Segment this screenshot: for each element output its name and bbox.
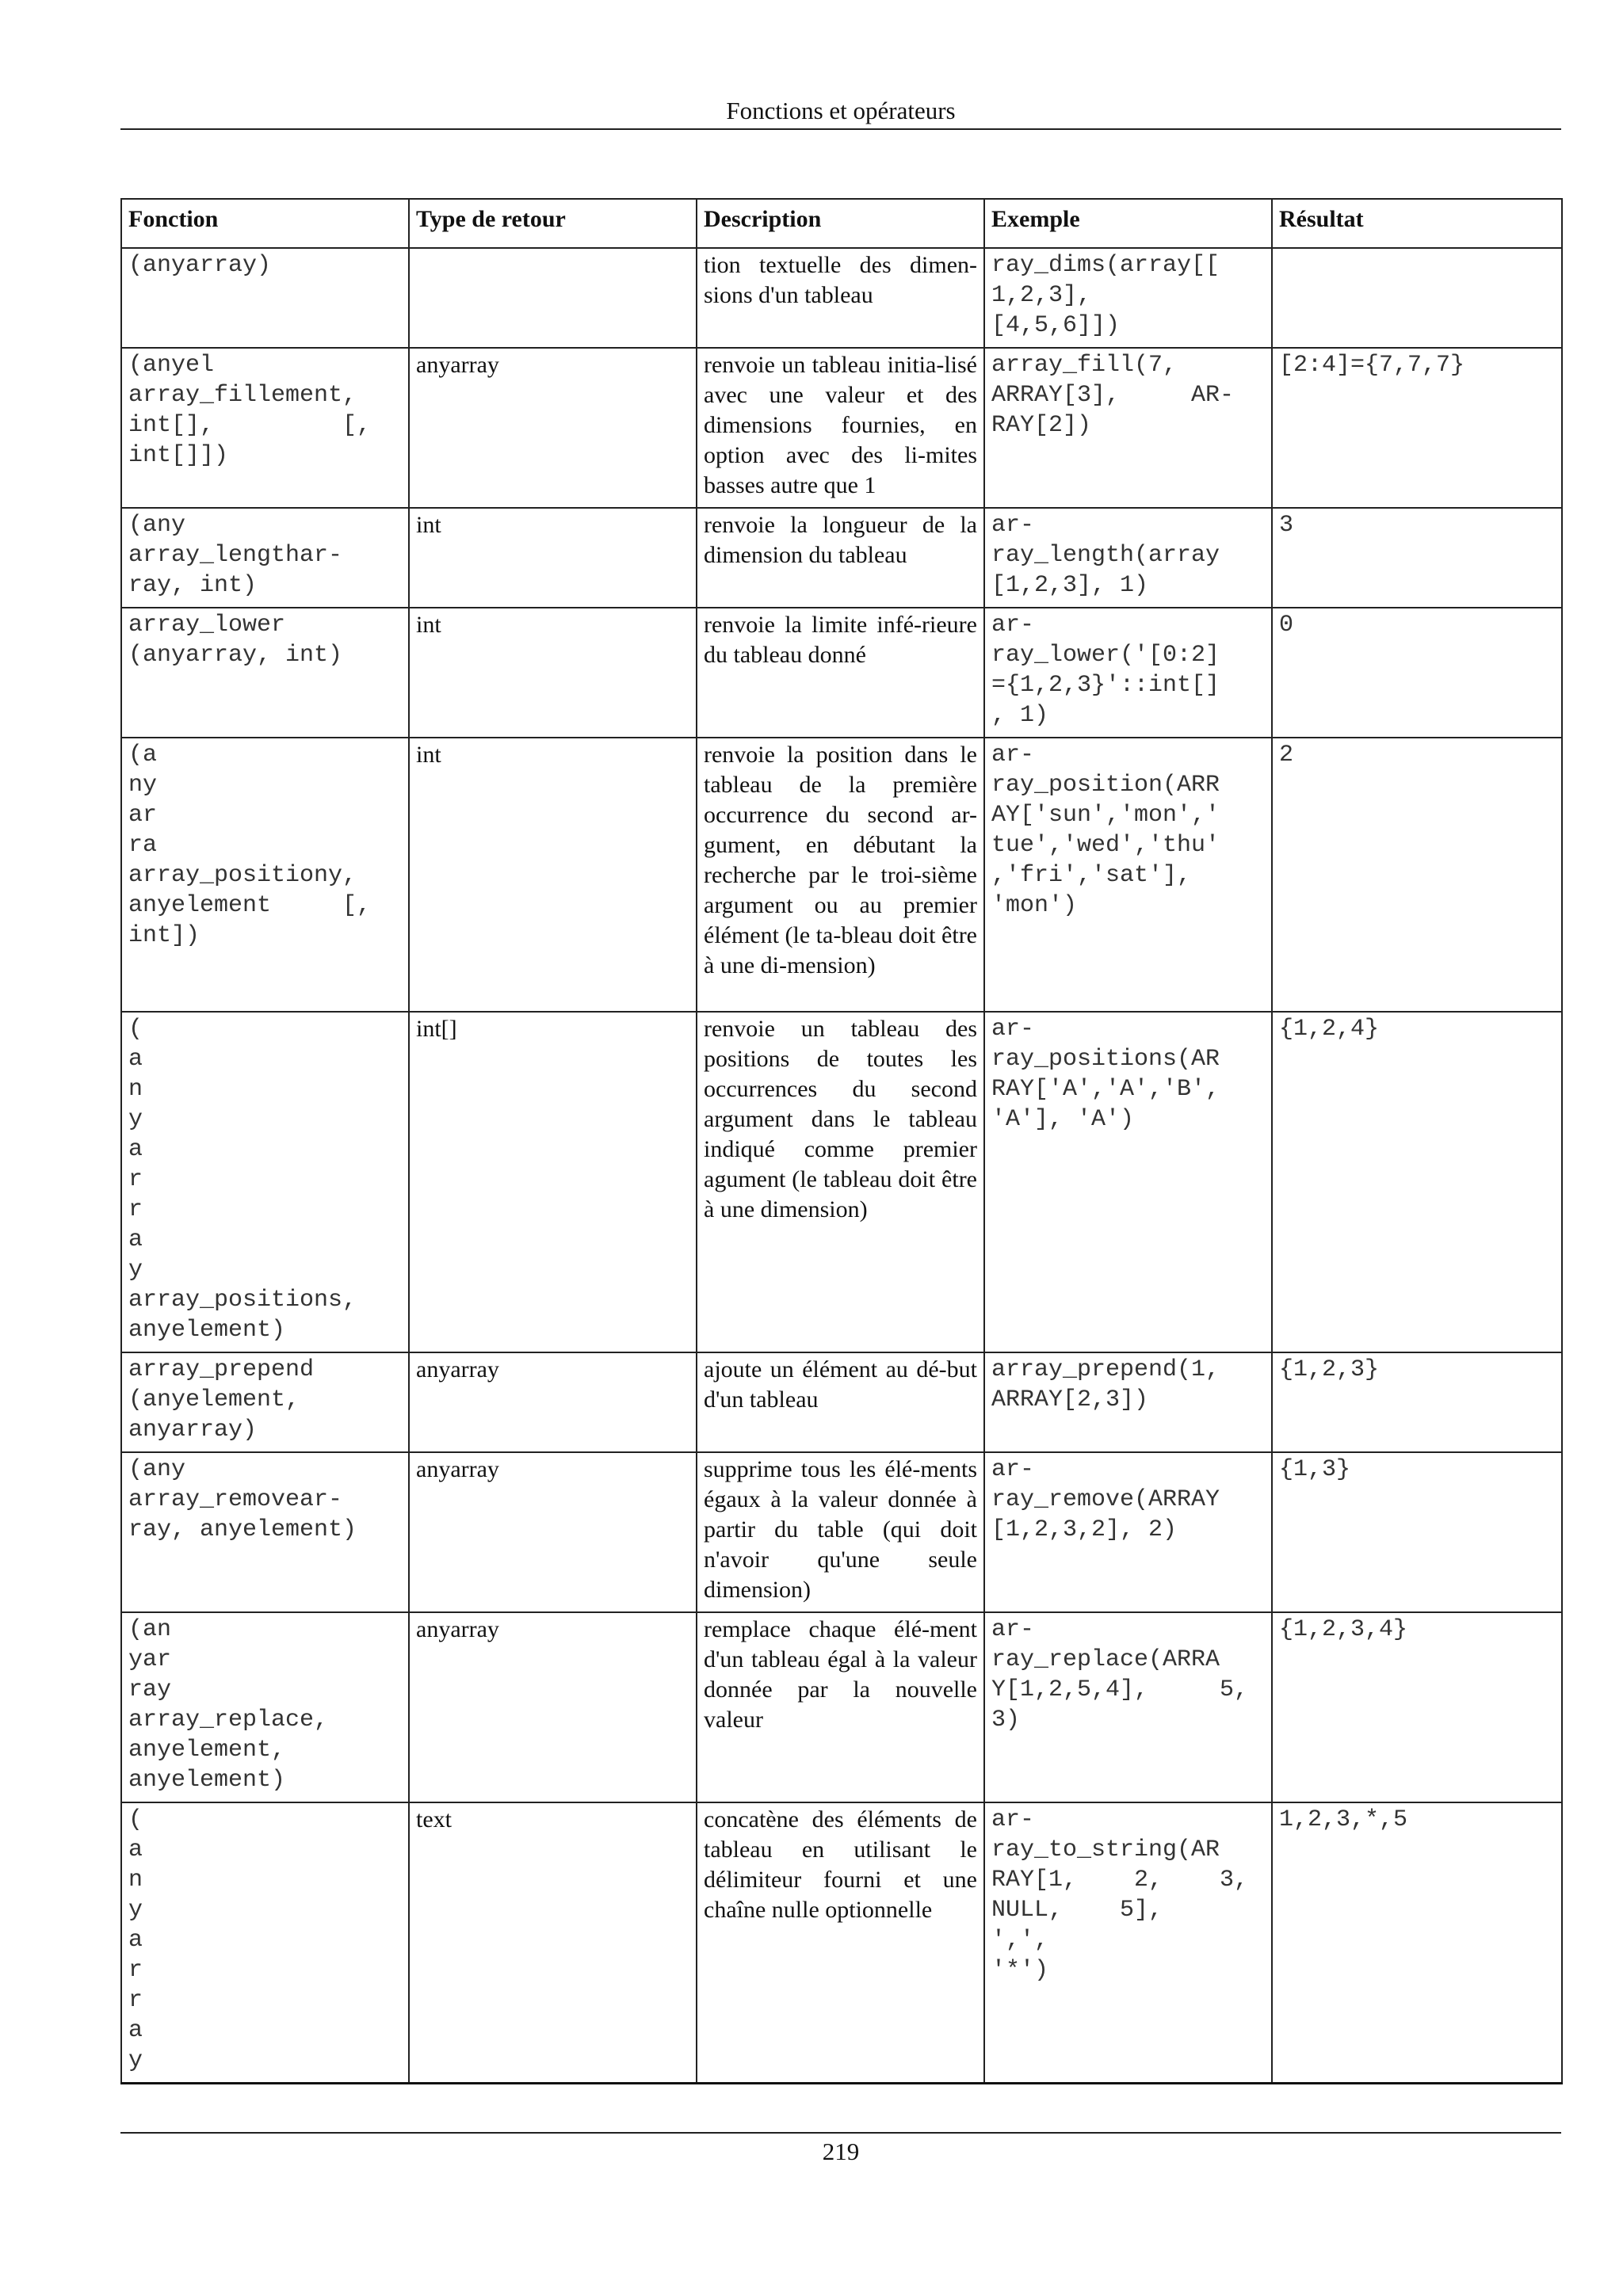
cell-type: anyarray bbox=[409, 1352, 697, 1452]
cell-type: int bbox=[409, 508, 697, 608]
cell-resultat: 2 bbox=[1272, 738, 1562, 1012]
table-row bbox=[121, 348, 1562, 508]
cell-exemple: array_fill(7, ARRAY[3], AR- RAY[2]) bbox=[984, 348, 1272, 508]
cell-exemple: array_prepend(1, ARRAY[2,3]) bbox=[984, 1352, 1272, 1452]
cell-resultat: {1,3} bbox=[1272, 1452, 1562, 1612]
cell-fonction: array_prepend (anyelement, anyarray) bbox=[121, 1352, 409, 1452]
table-row bbox=[121, 608, 1562, 738]
table-row bbox=[121, 508, 1562, 608]
cell-fonction: (anyarray) bbox=[121, 248, 409, 348]
cell-fonction: (any array_lengthar- ray, int) bbox=[121, 508, 409, 608]
column-header-description: Description bbox=[697, 199, 984, 248]
cell-fonction: array_lower (anyarray, int) bbox=[121, 608, 409, 738]
cell-type: text bbox=[409, 1802, 697, 2084]
cell-exemple: ar- ray_length(array [1,2,3], 1) bbox=[984, 508, 1272, 608]
footer-rule bbox=[120, 2132, 1561, 2134]
cell-resultat: 0 bbox=[1272, 608, 1562, 738]
table-row bbox=[121, 248, 1562, 348]
table-row bbox=[121, 1012, 1562, 1352]
cell-description: renvoie la limite infé-rieure du tableau donné bbox=[697, 608, 984, 738]
cell-resultat: {1,2,3} bbox=[1272, 1352, 1562, 1452]
cell-description: concatène des éléments de tableau en utilisant le délimiteur fourni et une chaîne nulle optionnelle bbox=[697, 1802, 984, 2084]
cell-description: tion textuelle des dimen- sions d'un tableau bbox=[697, 248, 984, 348]
cell-exemple: ar- ray_positions(AR RAY['A','A','B', 'A'], 'A') bbox=[984, 1012, 1272, 1352]
cell-description: renvoie un tableau initia-lisé avec une valeur et des dimensions fournies, en option avec des li-mites basses autre que 1 bbox=[697, 348, 984, 508]
function-table bbox=[120, 198, 1563, 2084]
table-row bbox=[121, 738, 1562, 1012]
cell-fonction: (anyel array_fillement, int[], [, int[]]) bbox=[121, 348, 409, 508]
cell-type: anyarray bbox=[409, 348, 697, 508]
cell-exemple: ar- ray_lower('[0:2] ={1,2,3}'::int[] , 1) bbox=[984, 608, 1272, 738]
cell-type: int bbox=[409, 608, 697, 738]
cell-type: int[] bbox=[409, 1012, 697, 1352]
table-row bbox=[121, 1352, 1562, 1452]
cell-description: renvoie la position dans le tableau de la première occurrence du second ar-gument, en débutant la recherche par le troi-sième argument ou au premier élément (le ta-bleau doit être à une di-mension) bbox=[697, 738, 984, 1012]
cell-description: renvoie la longueur de la dimension du tableau bbox=[697, 508, 984, 608]
table-body bbox=[121, 248, 1562, 2084]
cell-fonction: ( a n y a r r a y bbox=[121, 1802, 409, 2084]
column-header-type: Type de retour bbox=[409, 199, 697, 248]
cell-fonction: (a ny ar ra array_positiony, anyelement [, int]) bbox=[121, 738, 409, 1012]
cell-resultat: 3 bbox=[1272, 508, 1562, 608]
table-row bbox=[121, 1452, 1562, 1612]
cell-exemple: ar- ray_remove(ARRAY [1,2,3,2], 2) bbox=[984, 1452, 1272, 1612]
cell-resultat: 1,2,3,*,5 bbox=[1272, 1802, 1562, 2084]
cell-resultat: [2:4]={7,7,7} bbox=[1272, 348, 1562, 508]
cell-type: int bbox=[409, 738, 697, 1012]
cell-type: anyarray bbox=[409, 1612, 697, 1802]
cell-resultat bbox=[1272, 248, 1562, 348]
cell-fonction: ( a n y a r r a y array_positions, anyelement) bbox=[121, 1012, 409, 1352]
cell-resultat: {1,2,3,4} bbox=[1272, 1612, 1562, 1802]
cell-description: supprime tous les élé-ments égaux à la valeur donnée à partir du table (qui doit n'avoir qu'une seule dimension) bbox=[697, 1452, 984, 1612]
cell-exemple: ray_dims(array[[ 1,2,3], [4,5,6]]) bbox=[984, 248, 1272, 348]
cell-type: anyarray bbox=[409, 1452, 697, 1612]
column-header-fonction: Fonction bbox=[121, 199, 409, 248]
table-row bbox=[121, 1802, 1562, 2084]
cell-type bbox=[409, 248, 697, 348]
cell-resultat: {1,2,4} bbox=[1272, 1012, 1562, 1352]
column-header-resultat: Résultat bbox=[1272, 199, 1562, 248]
header-rule bbox=[120, 128, 1561, 130]
cell-exemple: ar- ray_position(ARR AY['sun','mon',' tue','wed','thu' ,'fri','sat'], 'mon') bbox=[984, 738, 1272, 1012]
column-header-exemple: Exemple bbox=[984, 199, 1272, 248]
cell-description: ajoute un élément au dé-but d'un tableau bbox=[697, 1352, 984, 1452]
cell-description: remplace chaque élé-ment d'un tableau égal à la valeur donnée par la nouvelle valeur bbox=[697, 1612, 984, 1802]
table-row bbox=[121, 1612, 1562, 1802]
running-header: Fonctions et opérateurs bbox=[726, 97, 956, 124]
page-number: 219 bbox=[822, 2138, 860, 2165]
cell-description: renvoie un tableau des positions de toutes les occurrences du second argument dans le tableau indiqué comme premier agument (le tableau doit être à une dimension) bbox=[697, 1012, 984, 1352]
cell-exemple: ar- ray_replace(ARRA Y[1,2,5,4], 5, 3) bbox=[984, 1612, 1272, 1802]
table-header bbox=[121, 199, 1562, 248]
cell-exemple: ar- ray_to_string(AR RAY[1, 2, 3, NULL, 5], ',', '*') bbox=[984, 1802, 1272, 2084]
cell-fonction: (any array_removear- ray, anyelement) bbox=[121, 1452, 409, 1612]
cell-fonction: (an yar ray array_replace, anyelement, anyelement) bbox=[121, 1612, 409, 1802]
